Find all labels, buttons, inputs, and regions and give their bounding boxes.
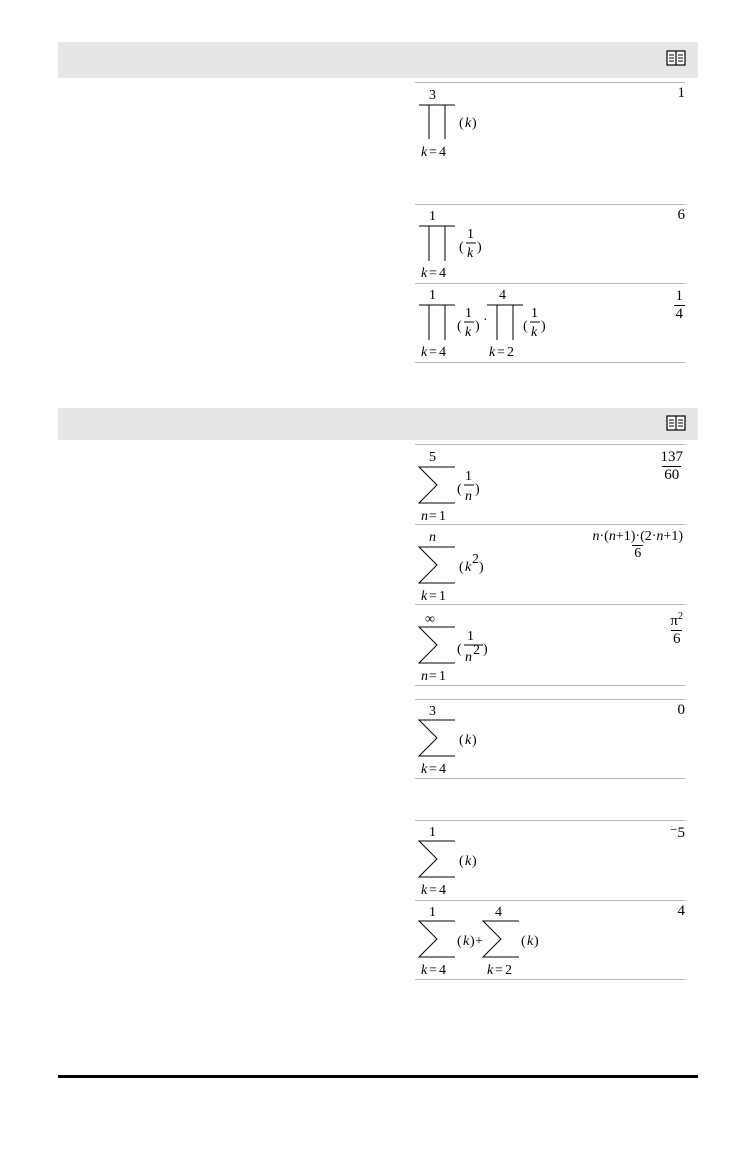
svg-text:4: 4 — [439, 145, 446, 160]
sum-symbol — [415, 445, 515, 525]
svg-text:4: 4 — [439, 762, 446, 777]
svg-text:=: = — [429, 762, 437, 777]
svg-text:n: n — [421, 669, 428, 684]
result: 4 — [677, 903, 685, 919]
svg-text:1: 1 — [429, 209, 436, 224]
svg-text:k: k — [421, 963, 428, 978]
sum-symbol — [415, 821, 515, 899]
svg-text:1: 1 — [439, 669, 446, 684]
svg-text:n: n — [465, 650, 472, 665]
svg-text:·: · — [483, 313, 488, 328]
example-sum-3 — [415, 604, 685, 686]
svg-text:2: 2 — [505, 963, 512, 978]
svg-text:k: k — [527, 934, 534, 949]
svg-text:1: 1 — [429, 905, 436, 920]
svg-text:k: k — [465, 325, 472, 340]
sum-symbol — [415, 901, 575, 979]
svg-text:4: 4 — [495, 905, 502, 920]
svg-text:k: k — [421, 345, 428, 360]
svg-text:2: 2 — [472, 552, 479, 567]
svg-text:(: ( — [457, 642, 462, 657]
svg-text:): ) — [479, 560, 484, 575]
svg-text:(: ( — [457, 934, 462, 949]
example-sum-6 — [415, 900, 685, 980]
svg-text:): ) — [534, 934, 539, 949]
svg-text:n: n — [429, 530, 436, 545]
svg-text:2: 2 — [507, 345, 514, 360]
example-sum-2 — [415, 524, 685, 605]
svg-text:): ) — [475, 482, 480, 497]
svg-text:k: k — [421, 589, 428, 604]
svg-text:4: 4 — [439, 345, 446, 360]
svg-text:n: n — [421, 509, 428, 524]
svg-text:): ) — [541, 319, 546, 334]
svg-text:4: 4 — [439, 963, 446, 978]
svg-text:k: k — [487, 963, 494, 978]
svg-text:(: ( — [459, 240, 464, 255]
result: 1 — [677, 85, 685, 101]
svg-text:(: ( — [457, 482, 462, 497]
svg-text:k: k — [421, 883, 428, 898]
result: 0 — [677, 702, 685, 718]
book-icon — [666, 415, 686, 431]
product-symbol — [415, 83, 515, 163]
svg-text:4: 4 — [439, 883, 446, 898]
example-sum-1 — [415, 444, 685, 525]
section-header-product — [58, 42, 698, 78]
svg-text:k: k — [421, 762, 428, 777]
svg-text:∞: ∞ — [425, 612, 435, 627]
svg-text:): ) — [470, 934, 475, 949]
svg-text:3: 3 — [429, 704, 436, 719]
svg-text:=: = — [429, 345, 437, 360]
svg-text:4: 4 — [439, 266, 446, 281]
svg-text:=: = — [429, 883, 437, 898]
svg-text:k: k — [489, 345, 496, 360]
svg-text:1: 1 — [465, 306, 472, 321]
svg-text:1: 1 — [467, 227, 474, 242]
svg-text:): ) — [472, 116, 477, 131]
book-icon — [666, 50, 686, 66]
svg-text:k: k — [465, 733, 472, 748]
svg-text:k: k — [531, 325, 538, 340]
example-product-3 — [415, 283, 685, 363]
result: $\frac{1}{4}$ — [675, 288, 683, 322]
svg-text:=: = — [429, 509, 437, 524]
svg-text:1: 1 — [465, 469, 472, 484]
svg-text:(: ( — [457, 319, 462, 334]
svg-text:=: = — [429, 963, 437, 978]
svg-text:+: + — [475, 934, 483, 949]
svg-text:=: = — [497, 345, 505, 360]
result: $\frac{n\cdot(n+1)\cdot(2\cdot n+1)}{6}$ — [592, 529, 683, 561]
product-symbol — [415, 284, 575, 362]
svg-text:=: = — [429, 669, 437, 684]
svg-text:k: k — [465, 854, 472, 869]
svg-text:=: = — [429, 145, 437, 160]
result: $\frac{137}{60}$ — [660, 449, 683, 483]
example-sum-5 — [415, 820, 685, 899]
svg-text:k: k — [467, 246, 474, 261]
result: ⁻5 — [669, 825, 685, 841]
sum-symbol — [415, 700, 515, 778]
svg-text:(: ( — [459, 116, 464, 131]
svg-text:(: ( — [459, 560, 464, 575]
svg-text:): ) — [472, 854, 477, 869]
svg-text:=: = — [429, 589, 437, 604]
svg-text:k: k — [465, 116, 472, 131]
result: $\frac{\pi^2}{6}$ — [670, 611, 683, 647]
svg-text:k: k — [421, 145, 428, 160]
svg-text:k: k — [463, 934, 470, 949]
footer-rule — [58, 1075, 698, 1078]
svg-text:): ) — [475, 319, 480, 334]
svg-text:=: = — [495, 963, 503, 978]
svg-text:1: 1 — [467, 629, 474, 644]
svg-text:(: ( — [521, 934, 526, 949]
svg-text:(: ( — [523, 319, 528, 334]
svg-text:1: 1 — [439, 509, 446, 524]
svg-text:3: 3 — [429, 88, 436, 103]
svg-text:k: k — [421, 266, 428, 281]
result: 6 — [677, 207, 685, 223]
svg-text:(: ( — [459, 733, 464, 748]
sum-symbol — [415, 605, 515, 685]
product-symbol — [415, 205, 515, 283]
svg-text:1: 1 — [429, 825, 436, 840]
svg-text:4: 4 — [499, 288, 506, 303]
svg-text:): ) — [477, 240, 482, 255]
svg-text:(: ( — [459, 854, 464, 869]
svg-text:1: 1 — [531, 306, 538, 321]
svg-text:n: n — [465, 489, 472, 504]
svg-text:k: k — [465, 560, 472, 575]
svg-text:5: 5 — [429, 450, 436, 465]
svg-text:1: 1 — [429, 288, 436, 303]
svg-text:=: = — [429, 266, 437, 281]
example-sum-4 — [415, 699, 685, 779]
svg-text:): ) — [472, 733, 477, 748]
example-product-2 — [415, 204, 685, 283]
svg-text:1: 1 — [439, 589, 446, 604]
svg-text:2: 2 — [473, 643, 480, 658]
svg-text:): ) — [483, 642, 488, 657]
example-product-1 — [415, 82, 685, 163]
sum-symbol — [415, 525, 515, 605]
section-header-sum — [58, 408, 698, 440]
